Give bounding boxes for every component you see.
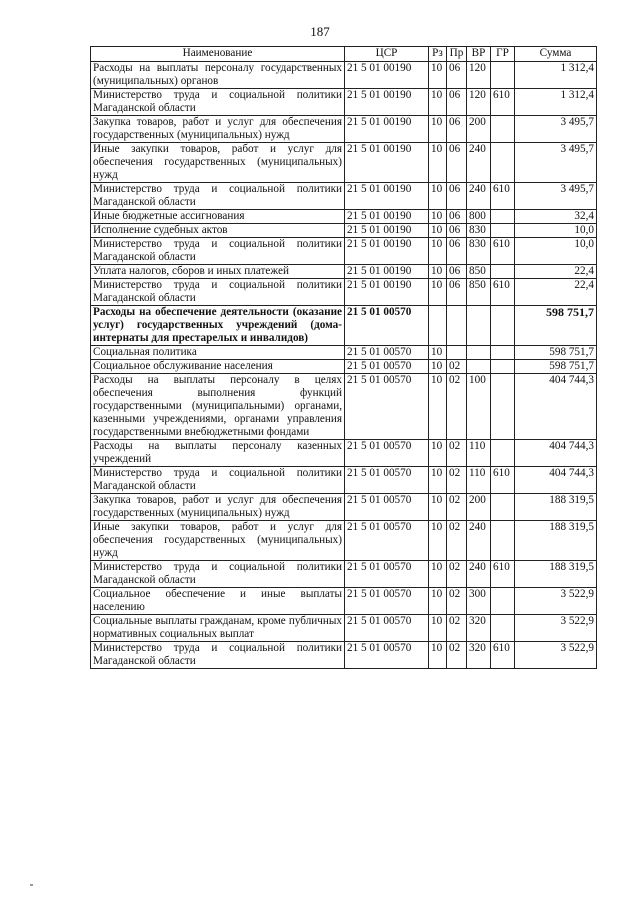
column-header-pr: Пр [447, 47, 467, 62]
table-row [91, 346, 597, 360]
table-row [91, 440, 597, 467]
cell-pr: 02 [447, 521, 467, 561]
cell-sum: 188 319,5 [515, 561, 597, 588]
cell-vr: 830 [467, 224, 491, 238]
cell-rz: 10 [429, 467, 447, 494]
cell-sum: 10,0 [515, 224, 597, 238]
cell-sum: 598 751,7 [515, 306, 597, 346]
cell-name: Расходы на обеспечение деятельности (оказание услуг) государственных учреждений (дома-интернаты для престарелых и инвалидов) [91, 306, 345, 346]
cell-rz: 10 [429, 521, 447, 561]
cell-sum: 188 319,5 [515, 494, 597, 521]
cell-vr: 110 [467, 467, 491, 494]
cell-pr: 02 [447, 360, 467, 374]
budget-table [90, 46, 597, 669]
cell-csr: 21 5 01 00190 [345, 279, 429, 306]
table-row [91, 143, 597, 183]
table-row [91, 615, 597, 642]
cell-name: Министерство труда и социальной политики Магаданской области [91, 89, 345, 116]
cell-csr: 21 5 01 00190 [345, 210, 429, 224]
cell-pr: 02 [447, 467, 467, 494]
cell-name: Исполнение судебных актов [91, 224, 345, 238]
cell-gr: 610 [491, 279, 515, 306]
cell-name: Расходы на выплаты персоналу казенных учреждений [91, 440, 345, 467]
column-header-sum: Сумма [515, 47, 597, 62]
cell-vr: 850 [467, 265, 491, 279]
cell-vr: 100 [467, 374, 491, 440]
cell-name: Уплата налогов, сборов и иных платежей [91, 265, 345, 279]
cell-csr: 21 5 01 00190 [345, 224, 429, 238]
table-row [91, 265, 597, 279]
cell-gr: 610 [491, 561, 515, 588]
table-row [91, 62, 597, 89]
cell-sum: 22,4 [515, 265, 597, 279]
cell-name: Расходы на выплаты персоналу в целях обеспечения выполнения функций государственными (муниципальными) органами, казенными учреждениями, органами управления государственными внебюджетными фондами [91, 374, 345, 440]
cell-sum: 3 495,7 [515, 143, 597, 183]
cell-pr: 06 [447, 224, 467, 238]
cell-sum: 404 744,3 [515, 467, 597, 494]
cell-rz: 10 [429, 210, 447, 224]
cell-name: Социальная политика [91, 346, 345, 360]
cell-rz: 10 [429, 279, 447, 306]
cell-vr: 120 [467, 62, 491, 89]
column-header-gr: ГР [491, 47, 515, 62]
cell-gr: 610 [491, 642, 515, 669]
table-body [91, 62, 597, 669]
cell-pr: 02 [447, 561, 467, 588]
cell-vr: 240 [467, 561, 491, 588]
cell-gr [491, 521, 515, 561]
cell-gr [491, 224, 515, 238]
table-row [91, 467, 597, 494]
cell-csr: 21 5 01 00570 [345, 521, 429, 561]
cell-rz: 10 [429, 642, 447, 669]
cell-csr: 21 5 01 00190 [345, 89, 429, 116]
cell-csr: 21 5 01 00570 [345, 467, 429, 494]
cell-name: Социальные выплаты гражданам, кроме публичных нормативных социальных выплат [91, 615, 345, 642]
cell-gr [491, 346, 515, 360]
cell-gr: 610 [491, 238, 515, 265]
cell-sum: 1 312,4 [515, 89, 597, 116]
cell-rz: 10 [429, 588, 447, 615]
cell-name: Социальное обслуживание населения [91, 360, 345, 374]
cell-rz: 10 [429, 116, 447, 143]
cell-gr [491, 143, 515, 183]
cell-pr: 06 [447, 279, 467, 306]
cell-vr [467, 346, 491, 360]
cell-name: Иные закупки товаров, работ и услуг для обеспечения государственных (муниципальных) нужд [91, 521, 345, 561]
cell-csr: 21 5 01 00190 [345, 238, 429, 265]
cell-csr: 21 5 01 00570 [345, 588, 429, 615]
cell-gr [491, 588, 515, 615]
cell-csr: 21 5 01 00190 [345, 183, 429, 210]
cell-name: Расходы на выплаты персоналу государственных (муниципальных) органов [91, 62, 345, 89]
cell-rz: 10 [429, 494, 447, 521]
cell-vr: 320 [467, 615, 491, 642]
column-header-rz: Рз [429, 47, 447, 62]
table-row [91, 374, 597, 440]
cell-name: Министерство труда и социальной политики Магаданской области [91, 561, 345, 588]
table-row [91, 642, 597, 669]
header-row [91, 47, 597, 62]
cell-vr: 850 [467, 279, 491, 306]
cell-name: Министерство труда и социальной политики Магаданской области [91, 183, 345, 210]
cell-pr: 02 [447, 615, 467, 642]
cell-gr [491, 494, 515, 521]
cell-rz: 10 [429, 89, 447, 116]
cell-csr: 21 5 01 00190 [345, 62, 429, 89]
cell-csr: 21 5 01 00570 [345, 642, 429, 669]
cell-gr [491, 374, 515, 440]
cell-gr [491, 306, 515, 346]
cell-pr: 06 [447, 89, 467, 116]
column-header-vr: ВР [467, 47, 491, 62]
cell-vr: 200 [467, 494, 491, 521]
cell-sum: 3 495,7 [515, 183, 597, 210]
table-row [91, 210, 597, 224]
cell-sum: 3 522,9 [515, 615, 597, 642]
cell-pr: 06 [447, 62, 467, 89]
cell-rz: 10 [429, 440, 447, 467]
cell-vr: 830 [467, 238, 491, 265]
column-header-csr: ЦСР [345, 47, 429, 62]
cell-pr: 02 [447, 588, 467, 615]
cell-gr [491, 440, 515, 467]
cell-csr: 21 5 01 00570 [345, 494, 429, 521]
cell-pr: 02 [447, 374, 467, 440]
cell-name: Закупка товаров, работ и услуг для обеспечения государственных (муниципальных) нужд [91, 116, 345, 143]
cell-sum: 3 522,9 [515, 642, 597, 669]
table-row [91, 116, 597, 143]
cell-sum: 188 319,5 [515, 521, 597, 561]
cell-sum: 404 744,3 [515, 374, 597, 440]
cell-name: Социальное обеспечение и иные выплаты населению [91, 588, 345, 615]
cell-gr [491, 615, 515, 642]
cell-sum: 1 312,4 [515, 62, 597, 89]
cell-pr: 06 [447, 143, 467, 183]
cell-vr: 200 [467, 116, 491, 143]
cell-csr: 21 5 01 00570 [345, 374, 429, 440]
cell-gr [491, 360, 515, 374]
cell-csr: 21 5 01 00190 [345, 116, 429, 143]
cell-rz: 10 [429, 224, 447, 238]
cell-pr: 06 [447, 116, 467, 143]
cell-gr: 610 [491, 89, 515, 116]
cell-sum: 3 495,7 [515, 116, 597, 143]
cell-name: Министерство труда и социальной политики Магаданской области [91, 467, 345, 494]
cell-rz: 10 [429, 561, 447, 588]
cell-sum: 3 522,9 [515, 588, 597, 615]
table-row [91, 360, 597, 374]
cell-name: Министерство труда и социальной политики Магаданской области [91, 642, 345, 669]
cell-gr: 610 [491, 183, 515, 210]
cell-gr [491, 210, 515, 224]
cell-name: Закупка товаров, работ и услуг для обеспечения государственных (муниципальных) нужд [91, 494, 345, 521]
cell-rz: 10 [429, 143, 447, 183]
table-row [91, 306, 597, 346]
cell-csr: 21 5 01 00570 [345, 306, 429, 346]
table-row [91, 521, 597, 561]
table-row [91, 224, 597, 238]
cell-csr: 21 5 01 00190 [345, 265, 429, 279]
table-row [91, 238, 597, 265]
cell-rz: 10 [429, 238, 447, 265]
cell-gr [491, 116, 515, 143]
cell-rz [429, 306, 447, 346]
table-row [91, 279, 597, 306]
cell-rz: 10 [429, 265, 447, 279]
cell-csr: 21 5 01 00570 [345, 360, 429, 374]
cell-vr: 240 [467, 521, 491, 561]
cell-pr: 02 [447, 642, 467, 669]
cell-csr: 21 5 01 00190 [345, 143, 429, 183]
cell-gr [491, 62, 515, 89]
table-row [91, 183, 597, 210]
cell-vr: 300 [467, 588, 491, 615]
cell-rz: 10 [429, 360, 447, 374]
table-row [91, 588, 597, 615]
cell-vr: 240 [467, 143, 491, 183]
cell-pr: 06 [447, 265, 467, 279]
cell-rz: 10 [429, 615, 447, 642]
cell-pr: 06 [447, 183, 467, 210]
cell-name: Министерство труда и социальной политики Магаданской области [91, 238, 345, 265]
cell-csr: 21 5 01 00570 [345, 440, 429, 467]
cell-pr [447, 306, 467, 346]
cell-vr: 320 [467, 642, 491, 669]
page-number: 187 [310, 24, 330, 39]
table-row [91, 89, 597, 116]
cell-rz: 10 [429, 346, 447, 360]
cell-csr: 21 5 01 00570 [345, 346, 429, 360]
cell-sum: 404 744,3 [515, 440, 597, 467]
cell-vr: 240 [467, 183, 491, 210]
cell-vr: 110 [467, 440, 491, 467]
cell-vr [467, 360, 491, 374]
cell-vr: 800 [467, 210, 491, 224]
cell-gr: 610 [491, 467, 515, 494]
cell-vr: 120 [467, 89, 491, 116]
cell-name: Иные бюджетные ассигнования [91, 210, 345, 224]
cell-pr: 02 [447, 440, 467, 467]
column-header-name: Наименование [91, 47, 345, 62]
cell-name: Иные закупки товаров, работ и услуг для обеспечения государственных (муниципальных) нужд [91, 143, 345, 183]
cell-pr [447, 346, 467, 360]
cell-name: Министерство труда и социальной политики Магаданской области [91, 279, 345, 306]
cell-gr [491, 265, 515, 279]
table-row [91, 494, 597, 521]
cell-pr: 06 [447, 238, 467, 265]
cell-sum: 10,0 [515, 238, 597, 265]
cell-sum: 22,4 [515, 279, 597, 306]
cell-rz: 10 [429, 183, 447, 210]
cell-vr [467, 306, 491, 346]
cell-pr: 06 [447, 210, 467, 224]
cell-csr: 21 5 01 00570 [345, 561, 429, 588]
cell-sum: 32,4 [515, 210, 597, 224]
cell-pr: 02 [447, 494, 467, 521]
cell-rz: 10 [429, 62, 447, 89]
cell-sum: 598 751,7 [515, 360, 597, 374]
scan-speck [30, 884, 33, 886]
cell-sum: 598 751,7 [515, 346, 597, 360]
cell-rz: 10 [429, 374, 447, 440]
table-row [91, 561, 597, 588]
table-header [91, 47, 597, 62]
cell-csr: 21 5 01 00570 [345, 615, 429, 642]
